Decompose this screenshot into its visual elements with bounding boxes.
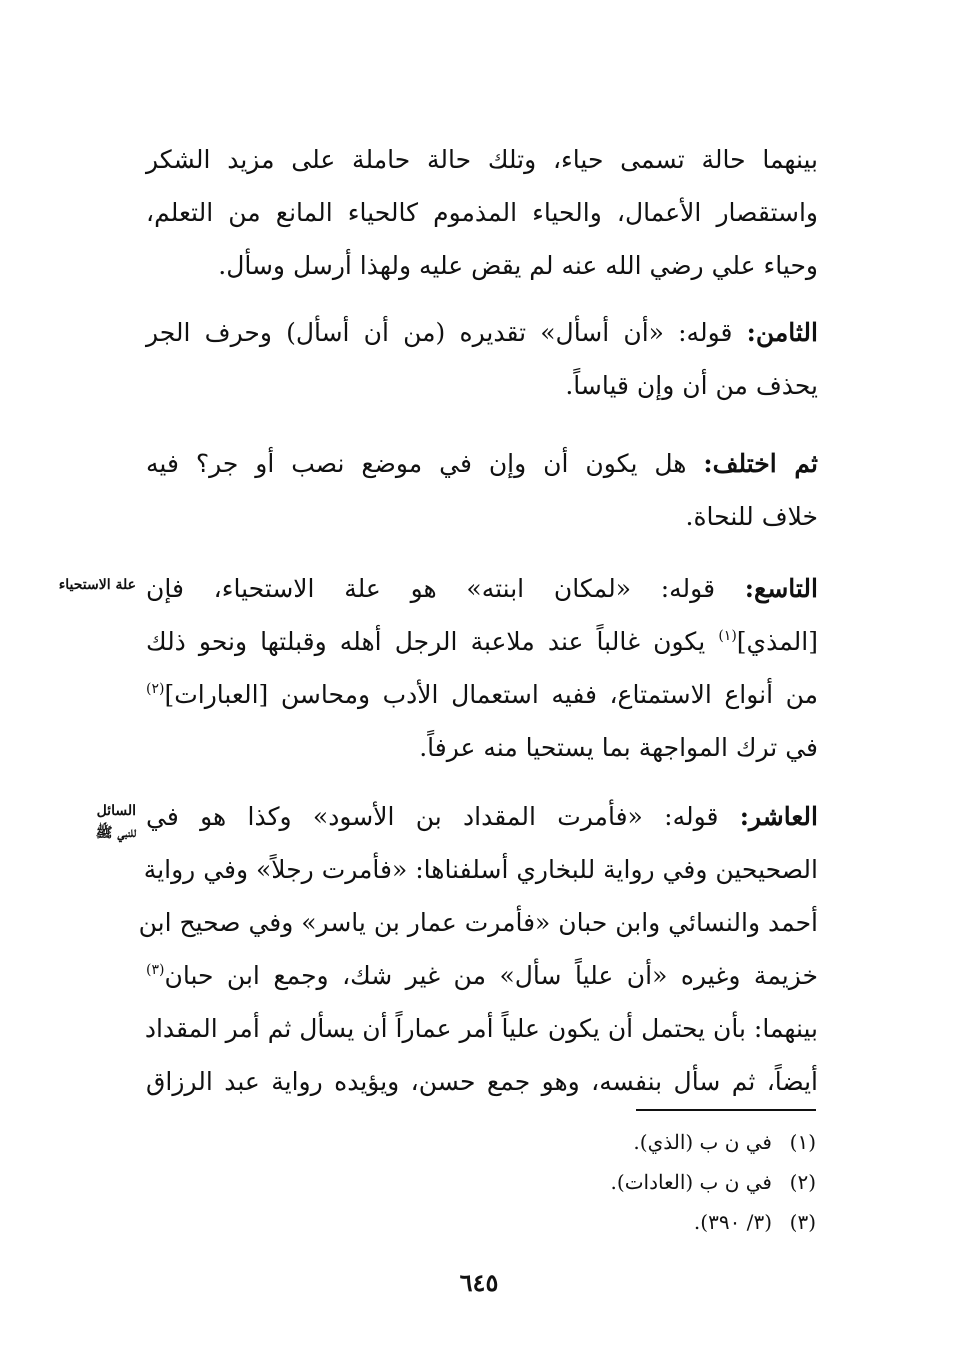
text-line <box>146 437 818 490</box>
margin-note <box>18 800 136 844</box>
footnote-number: (٣) <box>789 1210 816 1234</box>
footnote-divider <box>636 1109 816 1111</box>
text-line: وحياء علي رضي الله عنه لم يقض عليه ولهذا أرسل وسأل. <box>218 251 818 280</box>
paragraph-lead: ثم اختلف: <box>703 449 818 478</box>
margin-note-line: السائل <box>96 803 136 819</box>
margin-note: علة الاستحياء <box>58 577 136 593</box>
text-line: أحمد والنسائي وابن حبان «فأمرت عمار بن ياسر» وفي صحيح ابن <box>138 908 818 937</box>
text-line <box>146 306 818 359</box>
paragraph-5 <box>138 790 818 1108</box>
footnote-item <box>316 1202 816 1242</box>
text-line: يحذف من أن وإن قياساً. <box>565 371 818 400</box>
text-line: الصحيحين وفي رواية للبخاري أسلفناها: «فأمرت رجلاً» وفي رواية <box>143 855 818 884</box>
text-line: واستقصار الأعمال، والحياء المذموم كالحياء المانع من التعلم، <box>146 198 818 227</box>
footnote-text: في ن ب (الذي). <box>633 1130 772 1154</box>
text-segment: قوله: «أن أسأل» تقديره (من أن أسأل) وحرف الجر <box>146 318 747 347</box>
footnote-number: (١) <box>789 1130 816 1154</box>
paragraph-4 <box>146 562 818 774</box>
paragraph-lead: الثامن: <box>746 318 818 347</box>
text-line: بينهما حالة تسمى حياء، وتلك حالة حاملة على مزيد الشكر <box>146 145 818 174</box>
footnote-text: في ن ب (العادات). <box>610 1170 772 1194</box>
text-line: خلاف للنحاة. <box>685 502 818 531</box>
text-segment: من أنواع الاستمتاع، ففيه استعمال الأدب ومحاسن [العبارات] <box>164 680 818 709</box>
paragraph-lead: العاشر: <box>739 802 818 831</box>
footnote-marker[interactable]: (٣) <box>146 962 165 978</box>
text-line <box>146 790 818 843</box>
footnotes <box>316 1122 816 1242</box>
text-segment: [المذي] <box>736 627 818 656</box>
margin-note-line: للنبي ﷺ <box>95 825 136 841</box>
paragraph-2 <box>146 306 818 412</box>
footnote-item <box>316 1122 816 1162</box>
text-segment: يكون غالباً عند ملاعبة الرجل أهله وقبلتها ونحو ذلك <box>146 627 719 656</box>
footnote-item <box>316 1162 816 1202</box>
text-line <box>146 562 818 615</box>
text-segment: خزيمة وغيره «أن علياً سأل» من غير شك، وجمع ابن حبان <box>164 961 818 990</box>
text-line: بينهما: بأن يحتمل أن يكون علياً أمر عماراً أن يسأل ثم أمر المقداد <box>144 1014 818 1043</box>
text-line: أيضاً، ثم سأل بنفسه، وهو جمع حسن، ويؤيده رواية عبد الرزاق <box>146 1067 818 1096</box>
paragraph-lead: التاسع: <box>744 574 818 603</box>
text-line <box>146 949 818 1002</box>
text-segment: قوله: «لمكان ابنته» هو علة الاستحياء، فإن <box>146 574 745 603</box>
footnote-text: (٣/ ٣٩٠). <box>693 1210 772 1234</box>
text-line <box>146 668 818 721</box>
footnote-number: (٢) <box>789 1170 816 1194</box>
footnote-marker[interactable]: (٢) <box>146 681 165 697</box>
paragraph-3 <box>146 437 818 543</box>
text-segment: هل يكون أن وإن في موضع نصب أو جر؟ فيه <box>146 449 704 478</box>
paragraph-1 <box>146 133 818 292</box>
text-line: في ترك المواجهة بما يستحيا منه عرفاً. <box>419 733 818 762</box>
footnote-marker[interactable]: (١) <box>718 628 737 644</box>
text-line <box>146 615 818 668</box>
page-number: ٦٤٥ <box>459 1268 499 1297</box>
text-segment: قوله: «فأمرت المقداد بن الأسود» وكذا هو في <box>146 802 740 831</box>
